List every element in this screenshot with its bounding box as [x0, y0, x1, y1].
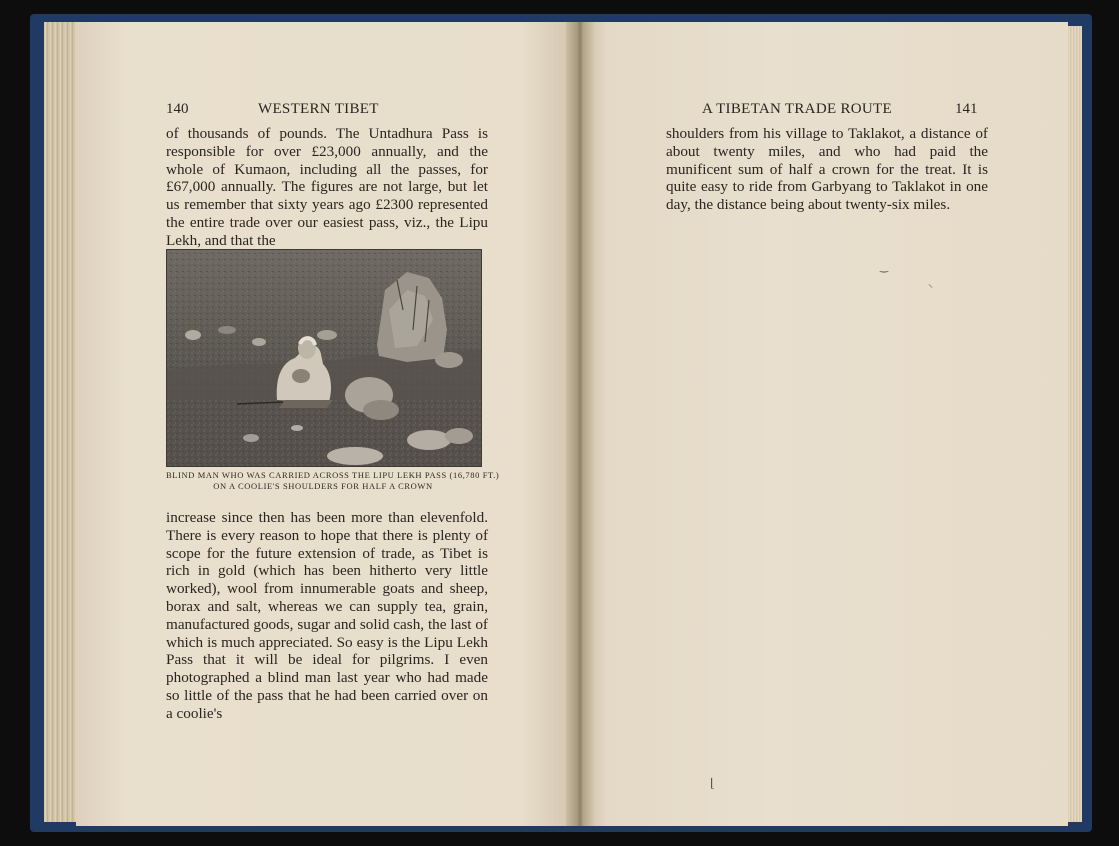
page-mark: ⌊	[710, 776, 715, 790]
caption-line-1: BLIND MAN WHO WAS CARRIED ACROSS THE LIPU LEKH PASS (16,780 FT.)	[166, 470, 500, 480]
caption-line-2: ON A COOLIE'S SHOULDERS FOR HALF A CROWN	[213, 481, 433, 491]
left-page-number: 140	[166, 101, 189, 117]
right-paragraph	[666, 125, 988, 214]
blind-man-photograph	[166, 249, 482, 467]
page-mark: ⸜	[928, 279, 933, 290]
right-paragraph-text: shoulders from his village to Taklakot, a distance of about twenty miles, and who had paid the munificent sum of half a crown for the treat. It is quite easy to ride from Garbyang to Taklakot in one day, the distance being about twenty-six miles.	[666, 125, 988, 214]
left-top-paragraph-text: of thousands of pounds. The Untadhura Pass is responsible for over £23,000 annually, and the whole of Kumaon, including all the passes, for £67,000 annually. The figures are not large, but let us remember that sixty years ago £2300 represented the entire trade over our easiest pass, viz., the Lipu Lekh, and that the	[166, 125, 488, 249]
page-edges-right	[1068, 26, 1082, 822]
left-bottom-paragraph-text: increase since then has been more than elevenfold. There is every reason to hope that there is plenty of scope for the future extension of trade, as Tibet is rich in gold (which has been hitherto very little worked), wool from innumerable goats and sheep, borax and salt, whereas we can supply tea, grain, manufactured goods, sugar and solid cash, the last of which is much appreciated. So easy is the Lipu Lekh Pass that it will be ideal for pilgrims. I even photographed a blind man last year who had made so little of the pass that he had been carried over on a coolie's	[166, 509, 488, 722]
left-top-paragraph	[166, 125, 488, 250]
left-running-head: WESTERN TIBET	[258, 101, 379, 117]
photo-caption	[166, 470, 500, 492]
left-bottom-paragraph	[166, 509, 488, 723]
right-page-number: 141	[955, 101, 978, 117]
right-running-head: A TIBETAN TRADE ROUTE	[702, 101, 892, 117]
page-mark: ‿	[880, 262, 889, 273]
book-gutter	[566, 22, 594, 826]
